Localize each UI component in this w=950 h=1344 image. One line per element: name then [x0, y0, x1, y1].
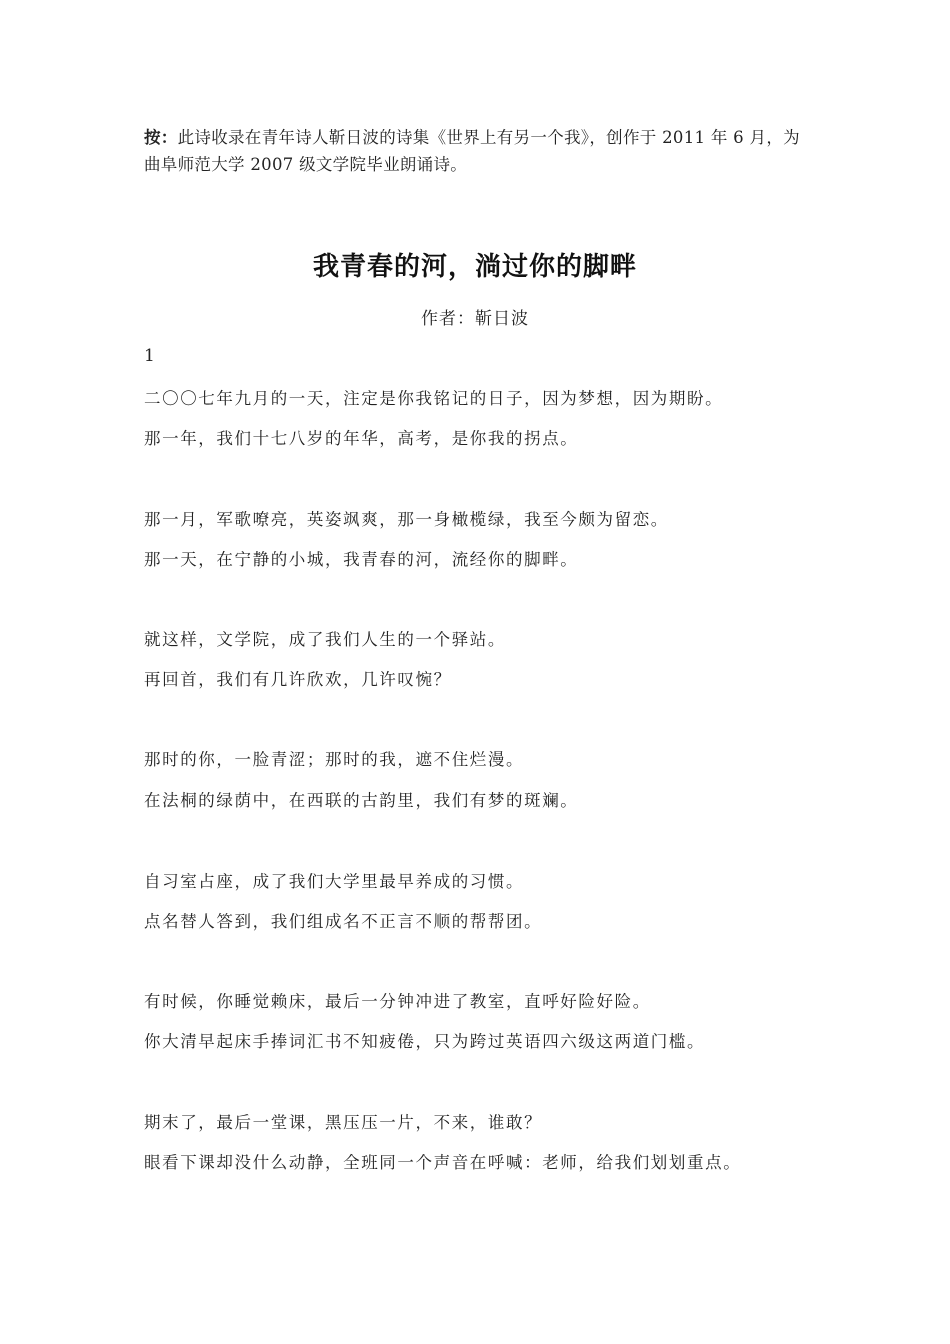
editor-note [144, 124, 816, 178]
poem-line: 就这样，文学院，成了我们人生的一个驿站。 [144, 630, 506, 649]
poem-line: 你大清早起床手捧词汇书不知疲倦，只为跨过英语四六级这两道门槛。 [144, 1032, 706, 1051]
poem-author: 作者：靳日波 [421, 309, 529, 329]
poem-title: 我青春的河，淌过你的脚畔 [312, 252, 637, 282]
note-label: 按： [144, 128, 178, 147]
poem-line: 眼看下课却没什么动静，全班同一个声音在呼喊：老师，给我们划划重点。 [144, 1153, 742, 1172]
poem-line: 再回首，我们有几许欣欢，几许叹惋？ [144, 670, 452, 689]
poem-line: 自习室占座，成了我们大学里最早养成的习惯。 [144, 872, 525, 891]
poem-line: 那一月，军歌嘹亮，英姿飒爽，那一身橄榄绿，我至今颇为留恋。 [144, 510, 669, 529]
section-number: 1 [144, 346, 155, 366]
poem-line: 点名替人答到，我们组成名不正言不顺的帮帮团。 [144, 912, 543, 931]
poem-line: 那一年，我们十七八岁的年华，高考，是你我的拐点。 [144, 429, 579, 448]
poem-line: 二〇〇七年九月的一天，注定是你我铭记的日子，因为梦想，因为期盼。 [144, 389, 724, 408]
note-text: 此诗收录在青年诗人靳日波的诗集《世界上有另一个我》，创作于 2011 年 6 月，为曲阜师范大学 2007 级文学院毕业朗诵诗。 [144, 128, 800, 174]
poem-line: 在法桐的绿荫中，在西联的古韵里，我们有梦的斑斓。 [144, 791, 579, 810]
poem-line: 有时候，你睡觉赖床，最后一分钟冲进了教室，直呼好险好险。 [144, 992, 651, 1011]
poem-line: 那时的你，一脸青涩；那时的我，遮不住烂漫。 [144, 750, 525, 769]
poem-line: 期末了，最后一堂课，黑压压一片，不来，谁敢？ [144, 1113, 543, 1132]
poem-line: 那一天，在宁静的小城，我青春的河，流经你的脚畔。 [144, 550, 579, 569]
